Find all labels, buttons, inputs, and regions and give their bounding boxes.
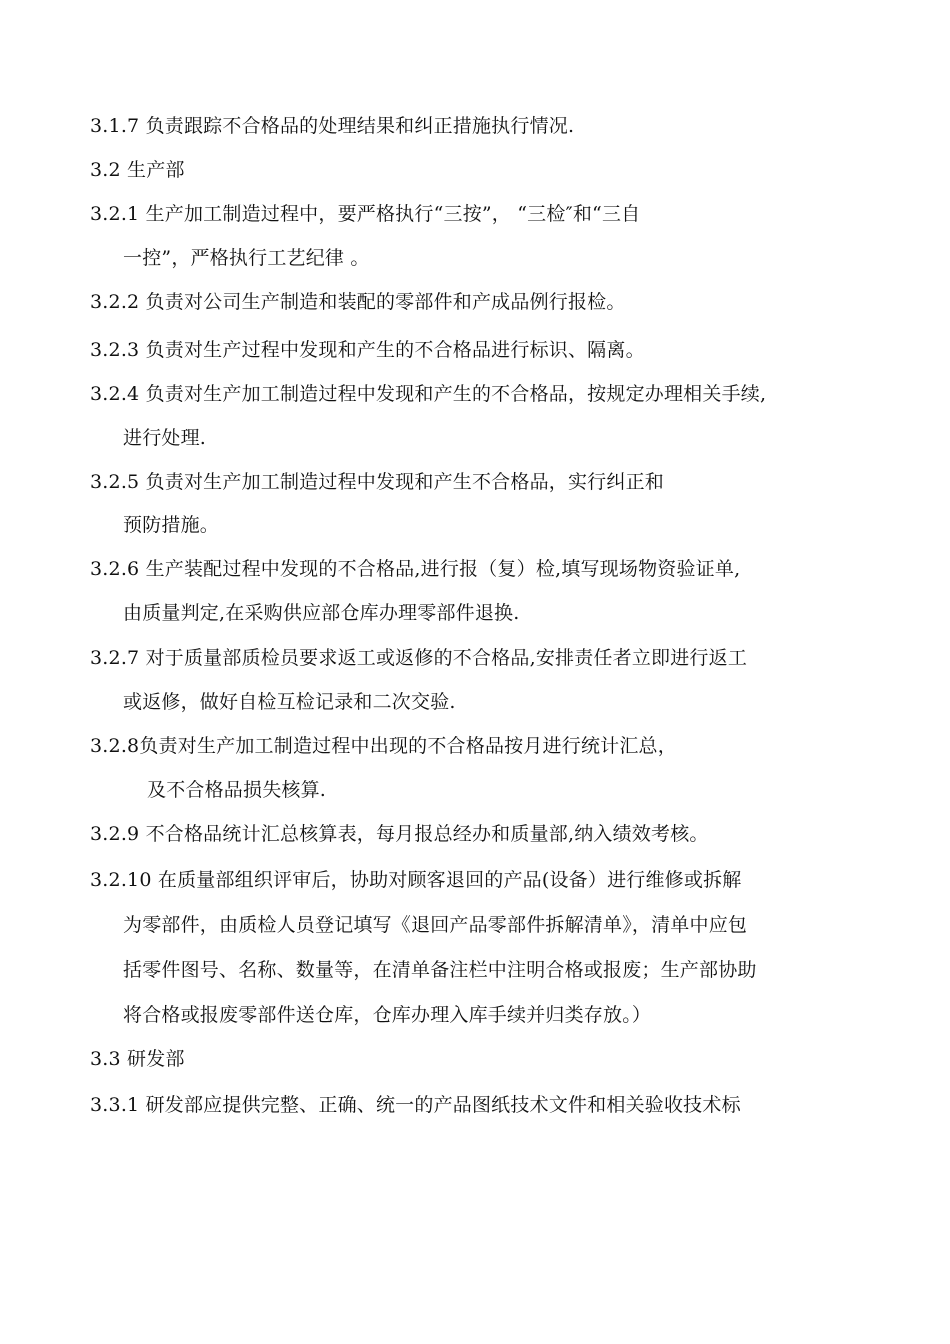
clause-3-2-5-continuation: 预防措施。 bbox=[123, 514, 220, 536]
clause-3-2-8-continuation: 及不合格品损失核算. bbox=[147, 779, 327, 801]
clause-3-2-2: 3.2.2 负责对公司生产制造和装配的零部件和产成品例行报检。 bbox=[90, 291, 626, 313]
clause-3-2-8: 3.2.8负责对生产加工制造过程中出现的不合格品按月进行统计汇总， bbox=[90, 735, 677, 757]
clause-3-2-4: 3.2.4 负责对生产加工制造过程中发现和产生的不合格品，按规定办理相关手续, bbox=[90, 383, 767, 405]
clause-3-2-10: 3.2.10 在质量部组织评审后，协助对顾客退回的产品(设备）进行维修或拆解 bbox=[90, 869, 742, 891]
clause-3-3-1: 3.3.1 研发部应提供完整、正确、统一的产品图纸技术文件和相关验收技术标 bbox=[90, 1094, 741, 1116]
section-heading-rnd: 3.3 研发部 bbox=[90, 1048, 185, 1070]
clause-3-2-7-continuation: 或返修，做好自检互检记录和二次交验. bbox=[123, 691, 456, 713]
clause-3-2-1-continuation: 一控”，严格执行工艺纪律 。 bbox=[123, 247, 370, 269]
clause-3-2-10-line-4: 将合格或报废零部件送仓库，仓库办理入库手续并归类存放。） bbox=[123, 1004, 652, 1026]
clause-3-2-4-continuation: 进行处理. bbox=[123, 427, 207, 449]
section-heading-production: 3.2 生产部 bbox=[90, 159, 185, 181]
clause-3-2-5: 3.2.5 负责对生产加工制造过程中发现和产生不合格品，实行纠正和 bbox=[90, 471, 664, 493]
clause-3-2-6-continuation: 由质量判定,在采购供应部仓库办理零部件退换. bbox=[123, 602, 520, 624]
clause-3-2-10-line-2: 为零部件，由质检人员登记填写《退回产品零部件拆解清单》，清单中应包 bbox=[123, 914, 748, 936]
clause-3-2-10-line-3: 括零件图号、名称、数量等，在清单备注栏中注明合格或报废；生产部协助 bbox=[123, 959, 757, 981]
clause-3-2-3: 3.2.3 负责对生产过程中发现和产生的不合格品进行标识、隔离。 bbox=[90, 339, 645, 361]
clause-3-2-6: 3.2.6 生产装配过程中发现的不合格品,进行报（复）检,填写现场物资验证单, bbox=[90, 558, 741, 580]
clause-3-1-7: 3.1.7 负责跟踪不合格品的处理结果和纠正措施执行情况. bbox=[90, 115, 575, 137]
clause-3-2-7: 3.2.7 对于质量部质检员要求返工或返修的不合格品,安排责任者立即进行返工 bbox=[90, 647, 748, 669]
clause-3-2-1: 3.2.1 生产加工制造过程中，要严格执行“三按”， “三检″和“三自 bbox=[90, 203, 641, 225]
clause-3-2-9: 3.2.9 不合格品统计汇总核算表，每月报总经办和质量部,纳入绩效考核。 bbox=[90, 823, 709, 845]
